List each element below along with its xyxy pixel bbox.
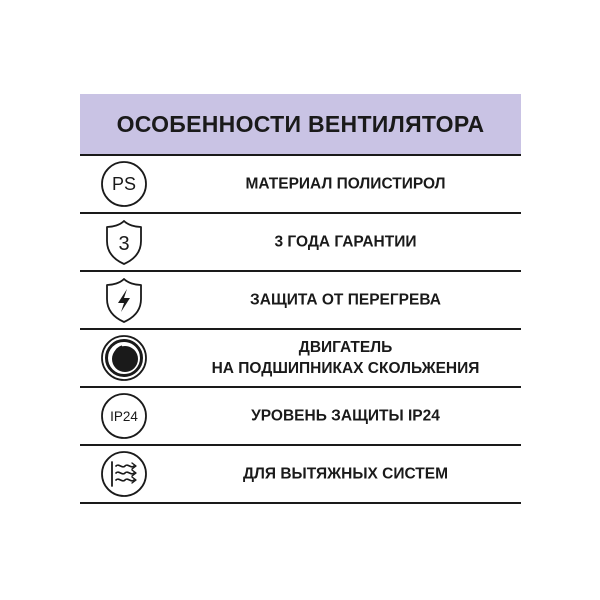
ps-circle-icon bbox=[99, 159, 149, 209]
feature-line: 3 ГОДА ГАРАНТИИ bbox=[274, 233, 417, 251]
ip24-circle-icon bbox=[99, 391, 149, 441]
ip24-icon-label: IP24 bbox=[110, 409, 138, 424]
feature-line: ДВИГАТЕЛЬ bbox=[298, 339, 393, 356]
table-header bbox=[80, 94, 521, 156]
feature-label-overheat bbox=[170, 290, 521, 311]
feature-line: МАТЕРИАЛ ПОЛИСТИРОЛ bbox=[245, 175, 446, 193]
ps-icon-label: PS bbox=[111, 174, 137, 194]
feature-row-overheat bbox=[80, 272, 521, 330]
feature-label-warranty bbox=[170, 232, 521, 253]
shield-number: 3 bbox=[118, 233, 130, 255]
feature-label-motor bbox=[170, 337, 521, 379]
feature-label-material bbox=[170, 174, 521, 195]
feature-row-warranty bbox=[80, 214, 521, 272]
features-table bbox=[80, 94, 521, 504]
shield-lightning-icon bbox=[99, 275, 149, 325]
feature-row-material bbox=[80, 156, 521, 214]
table-title: ОСОБЕННОСТИ ВЕНТИЛЯТОРА bbox=[116, 110, 485, 137]
feature-line: УРОВЕНЬ ЗАЩИТЫ IP24 bbox=[251, 407, 440, 425]
feature-label-ip bbox=[170, 406, 521, 427]
shield-3-icon bbox=[99, 217, 149, 267]
feature-line: ДЛЯ ВЫТЯЖНЫХ СИСТЕМ bbox=[242, 465, 449, 483]
feature-label-exhaust bbox=[170, 464, 521, 485]
feature-row-motor bbox=[80, 330, 521, 388]
bearing-icon bbox=[99, 333, 149, 383]
feature-row-ip bbox=[80, 388, 521, 446]
feature-row-exhaust bbox=[80, 446, 521, 504]
feature-line: ЗАЩИТА ОТ ПЕРЕГРЕВА bbox=[250, 291, 441, 309]
feature-line: НА ПОДШИПНИКАХ СКОЛЬЖЕНИЯ bbox=[211, 360, 480, 377]
airflow-icon bbox=[99, 449, 149, 499]
